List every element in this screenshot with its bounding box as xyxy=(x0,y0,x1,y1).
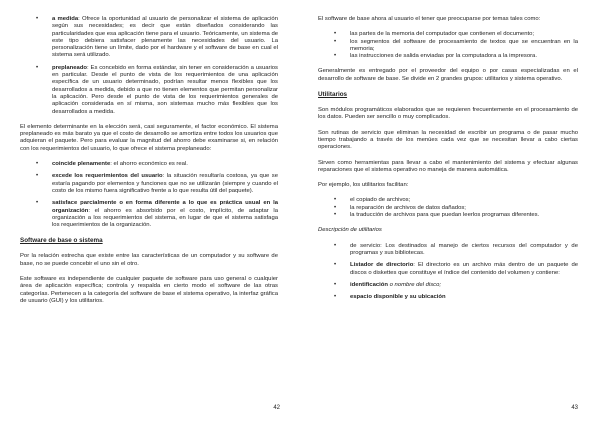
list-item-text: : el ahorro es absorbido por el costo, implícito, de adaptar la organización a los requerimientos del sistema, en lugar de que el sistema satisfaga los requerimientos de la organización. xyxy=(52,207,278,229)
list-item xyxy=(52,16,278,60)
page-number: 43 xyxy=(571,405,578,411)
list-item-text: : Ofrece la oportunidad al usuario de personalizar el sistema de aplicación según sus necesidades; es decir que están diseñados considerando las particularidades que esa aplicación tiene para el usuario. Teóricamente, un sistema de este tipo debiera satisfacer plenamente las necesidades del usuario. La personalización tiene un límite, dado por el hardware y el software de base en cual el sistema será utilizado. xyxy=(52,16,278,59)
list-item xyxy=(350,294,578,301)
list-item-term: identificación xyxy=(350,281,388,288)
list-item-text: : Es concebido en forma estándar, sin tener en consideración a usuarios en particular. Desde el punto de vista de los requerimientos de una aplicación específica de un usuario determinado, podrían resultar menos flexibles que los desarrollados a medida, debido a que no tienen elementos que permitan personalizar la aplicación. Pero desde el punto de vista de los requerimientos generales de aplicación considerada en sí misma, son sistemas mucho más flexibles que los desarrollados a medida. xyxy=(52,64,278,115)
list-item: • las instrucciones de salida enviadas por la computadora a la impresora. xyxy=(350,53,578,60)
page-number: 42 xyxy=(273,405,280,411)
list-item-text: : El directorio es un archivo más dentro de un paquete de discos o diskettes que constituye el índice del contenido del volumen y contiene: xyxy=(350,262,578,276)
bullet-list-system-types xyxy=(20,16,278,116)
list-item-term: preplaneado xyxy=(52,64,88,71)
list-item xyxy=(350,243,578,258)
list-item: • el copiado de archivos; xyxy=(350,197,578,204)
bullet-list-concerns xyxy=(318,31,578,60)
paragraph: Sirven como herramientas para llevar a cabo el mantenimiento del sistema y efectuar algunas reparaciones que el sistema operativo no maneja de manera automática. xyxy=(318,159,578,173)
section-heading: Software de base o sistema xyxy=(20,237,103,245)
paragraph: Son módulos programáticos elaborados que se requieren frecuentemente en el procesamiento de los datos. Pueden ser sencillo o muy complicados. xyxy=(318,107,578,121)
list-item xyxy=(52,65,278,116)
bullet-list-utility-types xyxy=(318,243,578,302)
list-item-text: : el ahorro económico es real. xyxy=(110,161,188,168)
list-item-term: espacio disponible y su ubicación xyxy=(350,294,446,301)
list-item-text: o nombre del disco; xyxy=(387,281,442,288)
list-item: • la traducción de archivos para que puedan leerlos programas diferentes. xyxy=(350,212,578,219)
list-item xyxy=(52,173,278,195)
paragraph: El software de base ahora al usuario el tener que preocuparse por temas tales como: xyxy=(318,16,541,22)
list-item xyxy=(52,200,278,229)
bullet-list-evaluation xyxy=(20,161,278,229)
list-item-term: coincide plenamente xyxy=(52,161,111,168)
list-item-term: excede los requerimientos del usuario xyxy=(52,173,163,180)
list-item xyxy=(350,262,578,277)
list-item: • las partes de la memoria del computador que contienen el documento; xyxy=(350,31,578,38)
right-page xyxy=(300,0,600,428)
subheading: Descripción de utilitarios xyxy=(318,227,382,234)
list-item-term: Listador de directorio xyxy=(350,262,414,269)
list-item xyxy=(52,161,278,168)
list-item xyxy=(350,282,578,289)
paragraph: Generalmente es entregado por el proveedor del equipo o por casas especializadas en el desarrollo de software de base. Se divide en 2 grandes grupos: utilitarios y sistema operativo. xyxy=(318,68,578,82)
list-item-text: : la situación resultaría costosa, ya que se estaría pagando por elementos y funciones que no se utilizarán (siempre y cuando el costo de los mismo fuera significativo frente a lo que resulta útil del paquete). xyxy=(52,173,278,194)
list-item-term: a medida xyxy=(52,16,79,22)
paragraph: El elemento determinante en la elección será, casi seguramente, el factor económico. El sistema preplaneado es más barato ya que el costo de desarrollo se amortiza entre todos los usuarios que adquieran el paquete. Pero para evaluar la magnitud del ahorro debe examinarse si, en relación con los requerimientos del usuario, lo que ofrece el sistema preplaneado: xyxy=(20,123,278,152)
section-heading: Utilitarios xyxy=(318,91,348,99)
paragraph: Este software es independiente de cualquier paquete de software para uso general o cualquier área de aplicación específica; controla y respalda en cierto modo el software de las otras categorías. Pertenecen a la categoría del software de base el sistema operativo, la interfaz gráfica de usuario (GUI) y los utilitarios. xyxy=(20,276,278,304)
paragraph: Son rutinas de servicio que eliminan la necesidad de escribir un programa o de pasar mucho tiempo trabajando a través de los menúes cada vez que se necesitan llevar a cabo ciertas operaciones. xyxy=(318,129,578,151)
list-item: • los segmentos del software de procesamiento de textos que se encuentran en la memoria; xyxy=(350,39,578,54)
bullet-list-utilities xyxy=(318,197,578,219)
paragraph: Por la relación estrecha que existe entre las características de un computador y su software de base, no se puede concebir el uno sin el otro. xyxy=(20,253,278,267)
list-item-text: de servicio: Los destinados al manejo de ciertos recursos del computador y de programas y sus bibliotecas. xyxy=(350,242,578,256)
list-item-term: satisface parcialmente o en forma diferente a lo que es práctica usual en la organización xyxy=(52,200,278,214)
list-item: • la reparación de archivos de datos dañados; xyxy=(350,205,578,212)
paragraph: Por ejemplo, los utilitarios facilitan: xyxy=(318,182,409,189)
